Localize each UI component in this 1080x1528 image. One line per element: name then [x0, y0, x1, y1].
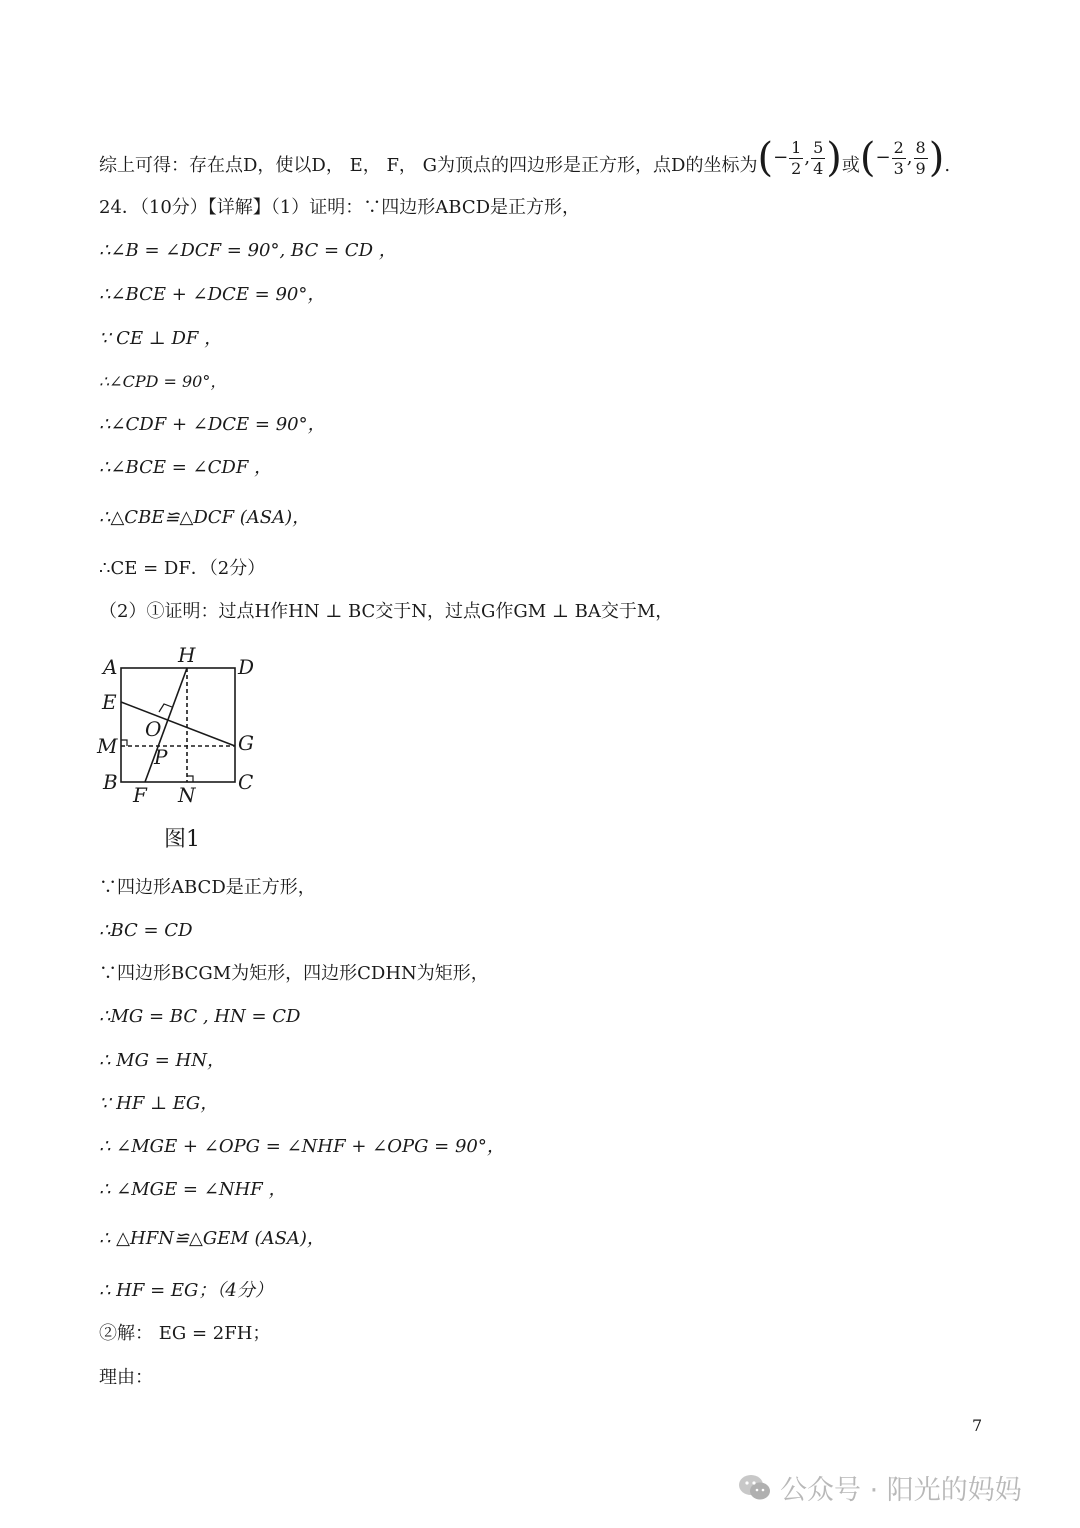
right-angle-mark-o: [159, 704, 172, 712]
square-abcd: [121, 668, 235, 782]
label-d: D: [238, 655, 255, 679]
proof-line: ∴ HF = EG；（4分）: [99, 1280, 273, 1301]
fraction: $\frac{5}{4}$: [813, 137, 824, 178]
fraction: $\frac{8}{9}$: [915, 137, 926, 178]
label-o: O: [145, 717, 162, 741]
watermark: [738, 1468, 1022, 1507]
geometry-figure: [95, 640, 275, 820]
proof-line: （2）①证明：过点H作HN ⊥ BC交于N，过点G作GM ⊥ BA交于M，: [99, 601, 674, 622]
coordinate-1: ( − $\frac{1}{2}$ , $\frac{5}{4}$ ): [757, 135, 842, 181]
label-c: C: [238, 770, 254, 794]
label-p: P: [154, 745, 168, 769]
watermark-text: 公众号 · 阳光的妈妈: [780, 1475, 1022, 1506]
fraction: $\frac{1}{2}$: [791, 137, 802, 178]
right-angle-mark-n: [187, 776, 193, 782]
proof-line: ∴∠BCE = ∠CDF ，: [99, 457, 273, 478]
proof-line: ∴ MG = HN，: [99, 1050, 225, 1071]
proof-line: 24．（10分）【详解】（1）证明：∵四边形ABCD是正方形，: [99, 197, 581, 218]
segment-eg: [121, 702, 235, 746]
proof-line: ∴MG = BC , HN = CD: [99, 1006, 301, 1027]
label-f: F: [133, 783, 147, 807]
proof-line: ∵ HF ⊥ EG，: [99, 1093, 219, 1114]
proof-line: ∴∠CDF + ∠DCE = 90°，: [99, 414, 326, 435]
proof-line: ∴∠B = ∠DCF = 90°, BC = CD ，: [99, 240, 397, 261]
label-a: A: [103, 655, 118, 679]
right-angle-mark-m: [121, 740, 127, 746]
proof-line: ∴ ∠MGE = ∠NHF ，: [99, 1179, 287, 1200]
proof-line: ∵ CE ⊥ DF ，: [99, 328, 223, 349]
wechat-icon: [738, 1473, 772, 1503]
proof-line: ∴BC = CD: [99, 920, 193, 941]
label-h: H: [178, 643, 196, 667]
proof-line: ∴ ∠MGE + ∠OPG = ∠NHF + ∠OPG = 90°，: [99, 1136, 505, 1157]
proof-line: ∵四边形ABCD是正方形，: [99, 877, 316, 898]
label-b: B: [103, 770, 118, 794]
summary-line: 综上可得：存在点D，使以D， E， F， G为顶点的四边形是正方形，点D的坐标为 ( − $\frac{1}{2}$ , $\frac{5}{4}$ ) 或 ( − $\frac{2}{3}$ , $\frac{8}{9}$ ) .: [99, 135, 951, 181]
proof-line: ∴∠CPD = 90°，: [99, 372, 227, 391]
label-g: G: [238, 731, 254, 755]
summary-text: 综上可得：存在点D，使以D， E， F， G为顶点的四边形是正方形，点D的坐标为: [99, 155, 758, 176]
fraction: $\frac{2}{3}$: [893, 137, 904, 178]
coordinate-2: ( − $\frac{2}{3}$ , $\frac{8}{9}$ ): [859, 135, 945, 181]
proof-line: 理由：: [99, 1367, 153, 1388]
figure-caption: 图1: [164, 827, 200, 852]
proof-line: ∴∠BCE + ∠DCE = 90°，: [99, 284, 326, 305]
page-number: 7: [972, 1416, 983, 1435]
proof-line: ∴△CBE≌△DCF (ASA)，: [99, 507, 311, 528]
label-n: N: [178, 783, 196, 807]
label-e: E: [102, 690, 117, 714]
proof-line: ∴CE = DF．（2分）: [99, 558, 266, 579]
proof-line: ②解： EG = 2FH；: [99, 1323, 271, 1344]
proof-line: ∵四边形BCGM为矩形，四边形CDHN为矩形，: [99, 963, 489, 984]
proof-line: ∴ △HFN≌△GEM (ASA)，: [99, 1228, 325, 1249]
label-m: M: [97, 734, 118, 758]
